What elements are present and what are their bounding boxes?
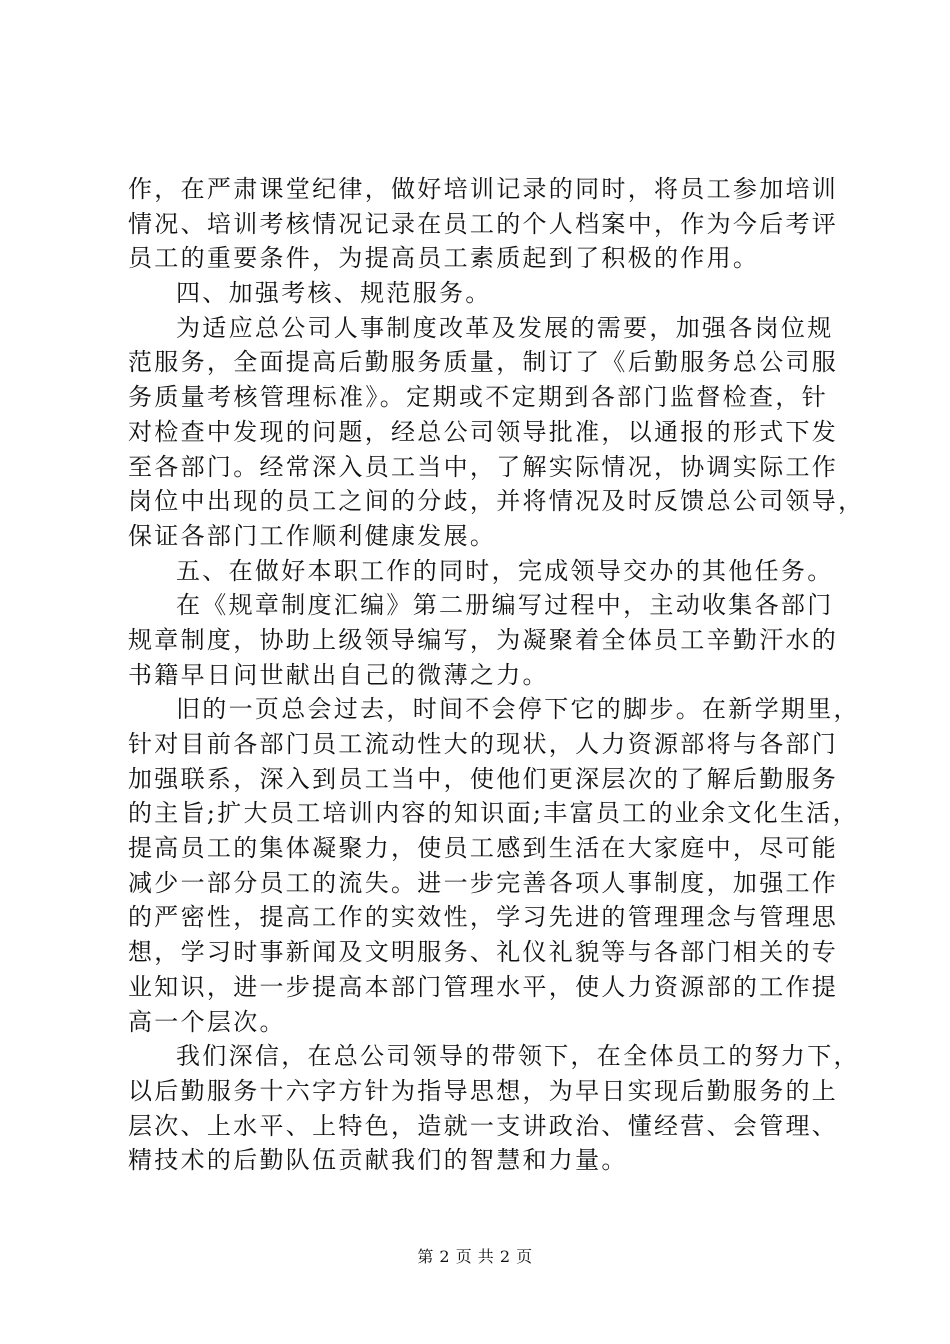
text-line: 至各部门。经常深入员工当中，了解实际情况，协调实际工作: [128, 452, 839, 481]
text-line: 层次、上水平、上特色，造就一支讲政治、懂经营、会管理、: [128, 1111, 839, 1140]
document-body: [128, 172, 865, 1178]
text-line: 减少一部分员工的流失。进一步完善各项人事制度，加强工作: [128, 868, 839, 897]
section-heading: 五、在做好本职工作的同时，完成领导交办的其他任务。: [176, 556, 834, 585]
text-line: 员工的重要条件，为提高员工素质起到了积极的作用。: [128, 244, 760, 273]
text-line: 为适应总公司人事制度改革及发展的需要，加强各岗位规: [176, 313, 834, 342]
text-line: 业知识，进一步提高本部门管理水平，使人力资源部的工作提: [128, 972, 839, 1001]
text-line: 范服务，全面提高后勤服务质量，制订了《后勤服务总公司服: [128, 348, 839, 377]
text-line: 高一个层次。: [128, 1007, 286, 1036]
text-line: 的主旨;扩大员工培训内容的知识面;丰富员工的业余文化生活，: [128, 799, 859, 828]
text-line: 想，学习时事新闻及文明服务、礼仪礼貌等与各部门相关的专: [128, 938, 839, 967]
page-number-footer: 第 2 页 共 2 页: [417, 1247, 533, 1266]
text-line: 情况、培训考核情况记录在员工的个人档案中，作为今后考评: [128, 209, 839, 238]
text-line: 的严密性，提高工作的实效性，学习先进的管理理念与管理思: [128, 903, 839, 932]
text-line: 书籍早日问世献出自己的微薄之力。: [128, 660, 549, 689]
section-heading: 四、加强考核、规范服务。: [176, 279, 492, 308]
text-line: 在《规章制度汇编》第二册编写过程中，主动收集各部门: [176, 591, 834, 620]
text-line: 岗位中出现的员工之间的分歧，并将情况及时反馈总公司领导，: [128, 487, 865, 516]
text-line: 针对目前各部门员工流动性大的现状，人力资源部将与各部门: [128, 730, 839, 758]
text-line: 务质量考核管理标准》。定期或不定期到各部门监督检查，针: [128, 383, 828, 412]
text-line: 提高员工的集体凝聚力，使员工感到生活在大家庭中，尽可能: [128, 834, 839, 863]
text-line: 规章制度，协助上级领导编写，为凝聚着全体员工辛勤汗水的: [128, 625, 839, 654]
text-line: 作，在严肃课堂纪律，做好培训记录的同时，将员工参加培训: [128, 175, 839, 203]
text-line: 我们深信，在总公司领导的带领下，在全体员工的努力下，: [176, 1042, 860, 1071]
text-line: 旧的一页总会过去，时间不会停下它的脚步。在新学期里，: [176, 695, 860, 724]
text-line: 加强联系，深入到员工当中，使他们更深层次的了解后勤服务: [128, 764, 839, 793]
text-line: 对检查中发现的问题，经总公司领导批准，以通报的形式下发: [128, 417, 839, 446]
text-line: 保证各部门工作顺利健康发展。: [128, 521, 497, 550]
text-line: 以后勤服务十六字方针为指导思想，为早日实现后勤服务的上: [128, 1076, 839, 1105]
text-line: 精技术的后勤队伍贡献我们的智慧和力量。: [128, 1146, 628, 1175]
